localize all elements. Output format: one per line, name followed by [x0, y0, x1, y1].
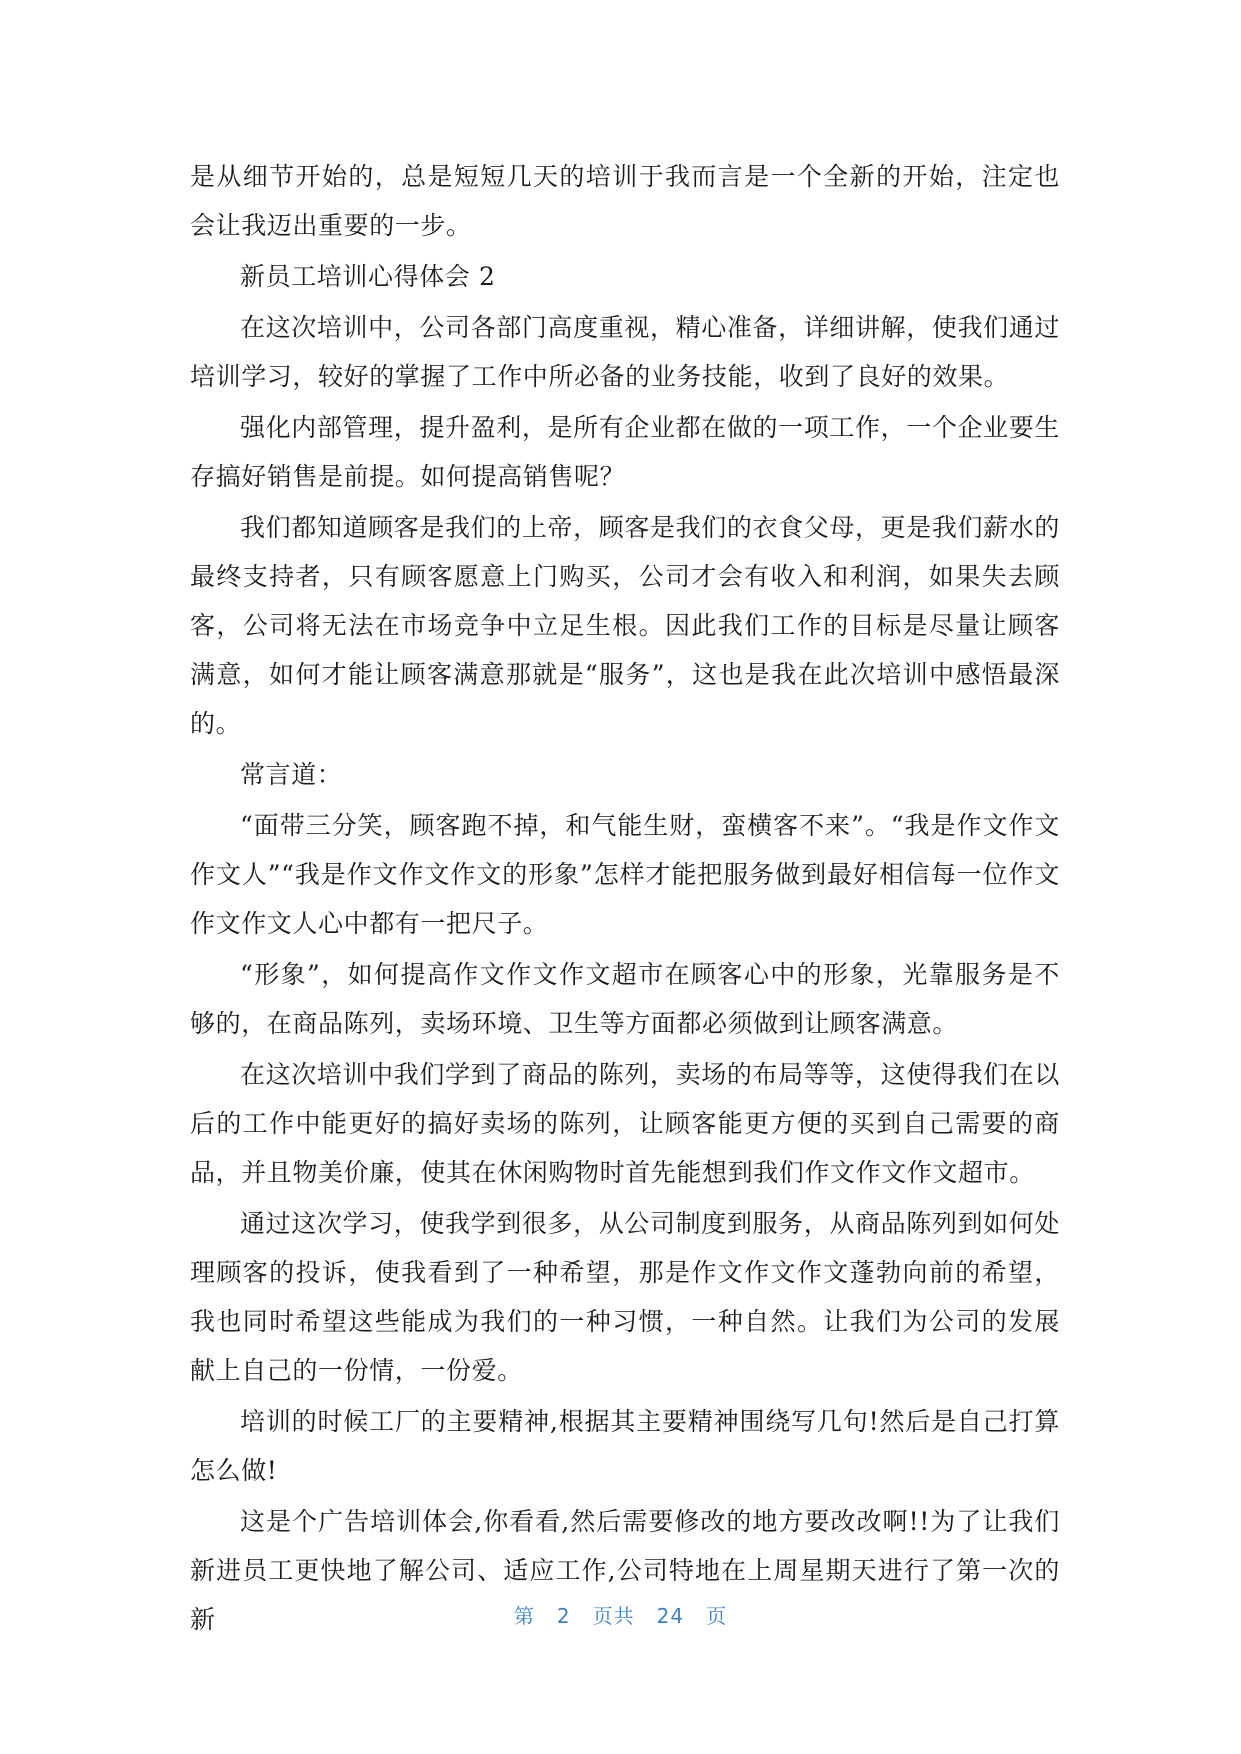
paragraph: 常言道：	[240, 760, 343, 789]
total-pages-number: 24	[656, 1604, 685, 1628]
paragraph: 在这次培训中，公司各部门高度重视，精心准备，详细讲解，使我们通过培训学习，较好的掌握了工作中所必备的业务技能，收到了良好的效果。	[190, 313, 1060, 391]
page-number-footer	[0, 1600, 1241, 1629]
current-page-number: 2	[556, 1604, 571, 1628]
paragraph: 在这次培训中我们学到了商品的陈列，卖场的布局等等，这使得我们在以后的工作中能更好的搞好卖场的陈列，让顾客能更方便的买到自己需要的商品，并且物美价廉，使其在休闲购物时首先能想到我们作文作文作文超市。	[190, 1060, 1060, 1187]
paragraph: 是从细节开始的，总是短短几天的培训于我而言是一个全新的开始，注定也会让我迈出重要的一步。	[190, 162, 1060, 240]
paragraph: 培训的时候工厂的主要精神,根据其主要精神围绕写几句!然后是自己打算怎么做!	[190, 1407, 1060, 1485]
footer-prefix: 第	[513, 1604, 535, 1628]
footer-suffix: 页	[706, 1604, 728, 1628]
footer-middle: 页共	[592, 1604, 635, 1628]
paragraph: “形象”，如何提高作文作文作文超市在顾客心中的形象，光靠服务是不够的，在商品陈列，卖场环境、卫生等方面都必须做到让顾客满意。	[190, 960, 1060, 1038]
document-body	[190, 152, 1060, 1646]
paragraph: 我们都知道顾客是我们的上帝，顾客是我们的衣食父母，更是我们薪水的最终支持者，只有顾客愿意上门购买，公司才会有收入和利润，如果失去顾客，公司将无法在市场竞争中立足生根。因此我们工作的目标是尽量让顾客满意，如何才能让顾客满意那就是“服务”，这也是我在此次培训中感悟最深的。	[190, 513, 1060, 738]
paragraph: “面带三分笑，顾客跑不掉，和气能生财，蛮横客不来”。“我是作文作文作文人”“我是作文作文作文的形象”怎样才能把服务做到最好相信每一位作文作文作文人心中都有一把尺子。	[190, 811, 1060, 938]
paragraph: 这是个广告培训体会,你看看,然后需要修改的地方要改改啊!!为了让我们新进员工更快地了解公司、适应工作,公司特地在上周星期天进行了第一次的新	[190, 1507, 1060, 1634]
paragraph: 通过这次学习，使我学到很多，从公司制度到服务，从商品陈列到如何处理顾客的投诉，使我看到了一种希望，那是作文作文作文蓬勃向前的希望，我也同时希望这些能成为我们的一种习惯，一种自然。让我们为公司的发展献上自己的一份情，一份爱。	[190, 1209, 1060, 1385]
paragraph: 强化内部管理，提升盈利，是所有企业都在做的一项工作，一个企业要生存搞好销售是前提。如何提高销售呢？	[190, 413, 1060, 491]
section-heading: 新员工培训心得体会 2	[240, 262, 496, 291]
